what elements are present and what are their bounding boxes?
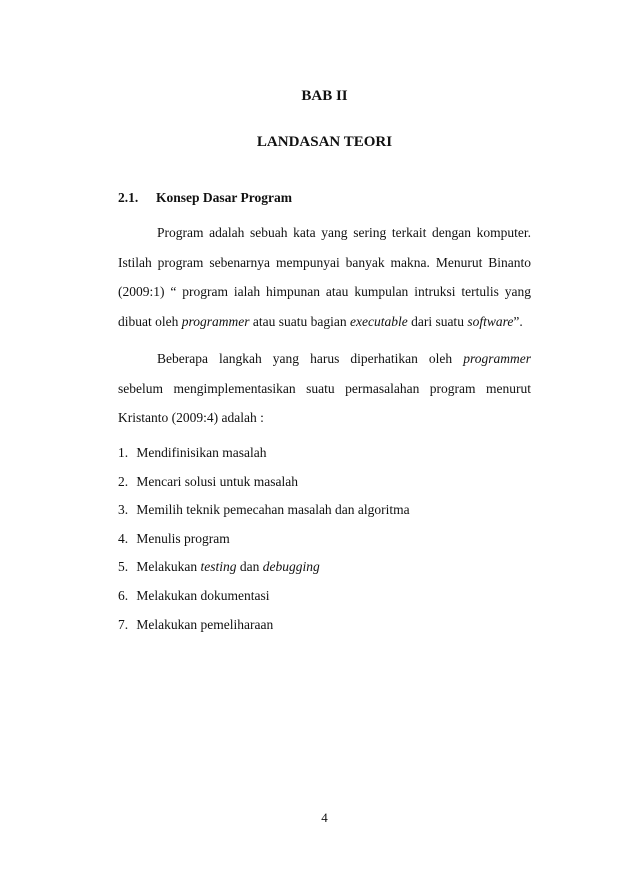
italic-term: executable (349, 313, 408, 329)
list-text: Mencari solusi untuk masalah (136, 473, 298, 489)
paragraph-program-definition (118, 218, 531, 336)
italic-term: software (467, 313, 514, 329)
page-number: 4 (321, 810, 328, 825)
section-number: 2.1. (118, 190, 139, 205)
list-item (118, 468, 531, 497)
text-run: Program adalah sebuah kata yang sering terkait dengan komputer. Istilah program sebenarnya mempunyai banyak makna. Menurut Binanto (2009:1) “ program ialah himpunan atau kumpulan intruksi tertulis yang dibuat oleh (118, 225, 531, 329)
list-text: Memilih teknik pemecahan masalah dan algoritma (136, 502, 410, 518)
text-run: Beberapa langkah yang harus diperhatikan oleh (157, 351, 464, 366)
list-item (118, 496, 531, 525)
chapter-title: LANDASAN TEORI (256, 134, 393, 150)
list-text: Melakukan pemeliharaan (136, 616, 274, 632)
paragraph-steps-intro (118, 344, 531, 433)
section-title: Konsep Dasar Program (156, 190, 292, 205)
list-number: 6. (118, 587, 129, 603)
steps-list (118, 439, 531, 639)
list-number: 4. (118, 530, 129, 546)
list-number: 2. (118, 473, 129, 489)
list-item (118, 611, 531, 640)
list-item (118, 553, 531, 582)
list-text: Menulis program (136, 530, 230, 546)
list-number: 5. (118, 559, 129, 575)
list-item (118, 439, 531, 468)
list-number: 1. (118, 445, 129, 460)
text-run: sebelum mengimplementasikan suatu permasalahan program menurut Kristanto (2009:4) adalah : (118, 380, 531, 425)
italic-term: programmer (463, 351, 531, 366)
list-number: 7. (118, 616, 129, 632)
italic-term: testing (200, 559, 237, 575)
list-number: 3. (118, 502, 129, 518)
text-run: ”. (513, 313, 523, 329)
italic-term: debugging (262, 559, 320, 575)
list-item (118, 525, 531, 554)
chapter-label: BAB II (301, 88, 348, 104)
list-text: Melakukan dokumentasi (136, 587, 270, 603)
text-run: dari suatu (407, 313, 468, 329)
list-text: Mendifinisikan masalah (136, 445, 267, 460)
text-run: atau suatu bagian (249, 313, 350, 329)
section-heading (118, 190, 292, 206)
italic-term: programmer (181, 313, 250, 329)
list-text: Melakukan (136, 559, 201, 575)
list-text: dan (236, 559, 263, 575)
list-item (118, 582, 531, 611)
